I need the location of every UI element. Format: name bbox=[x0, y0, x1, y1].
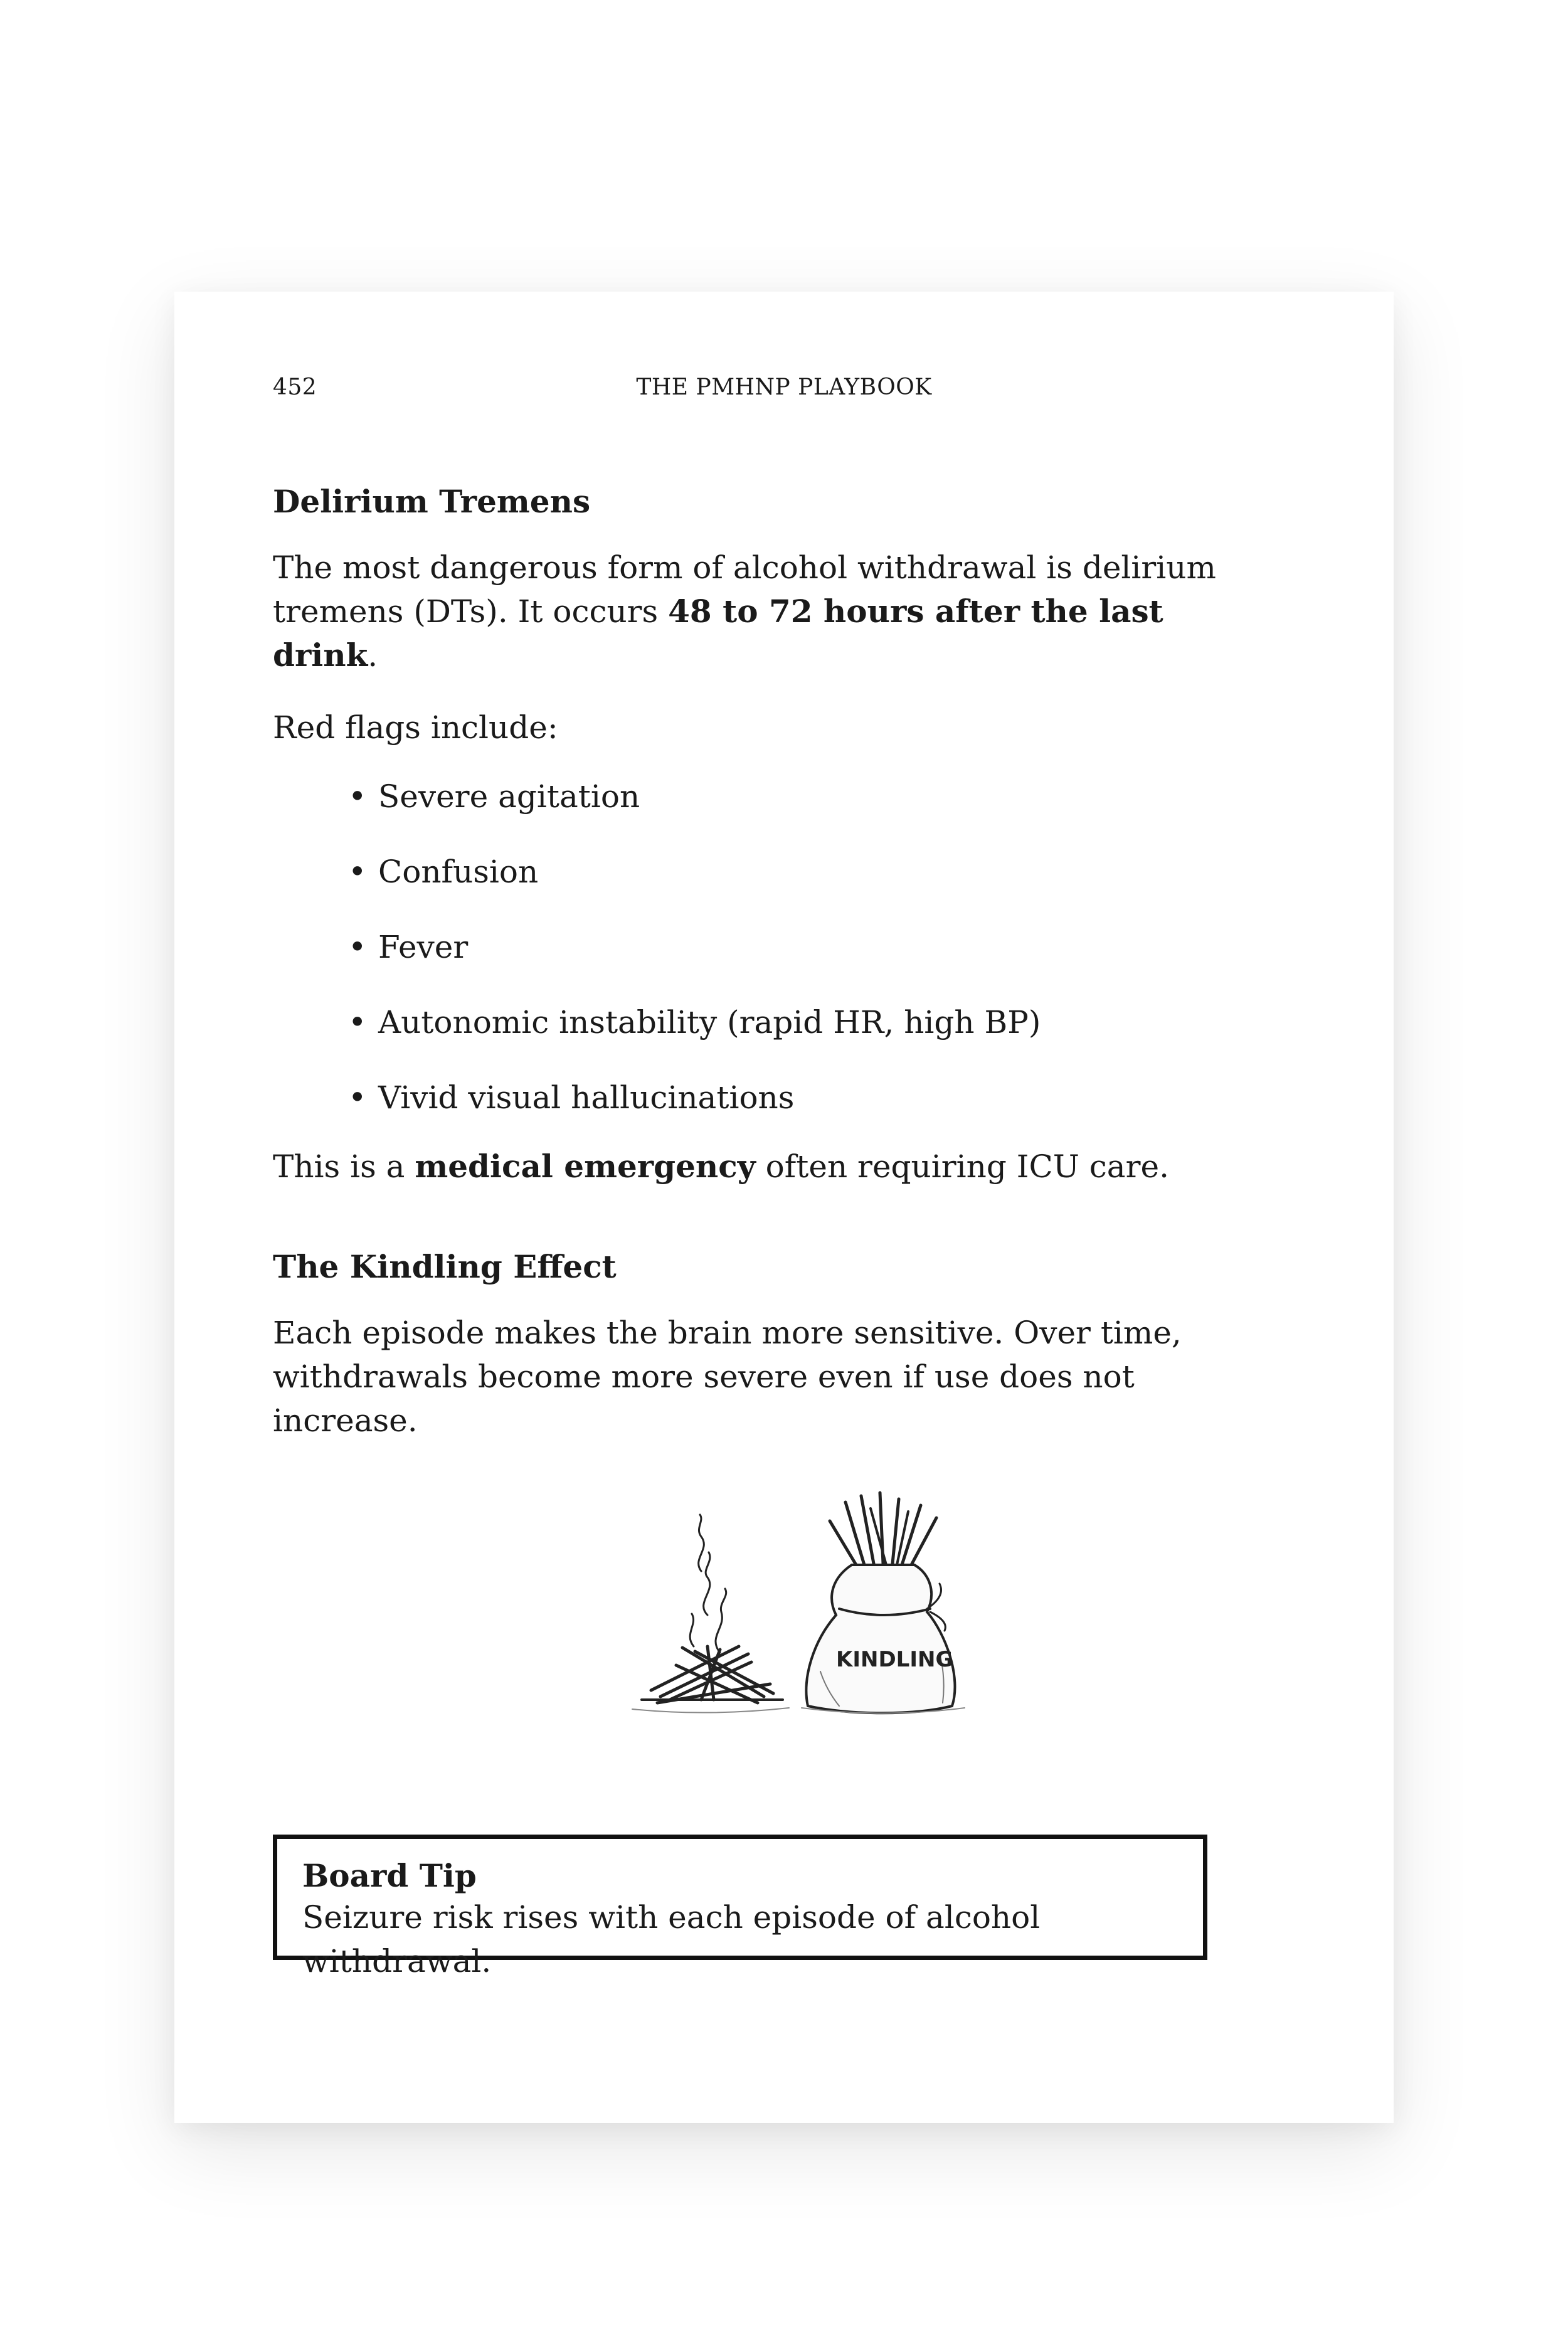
bold-timing-text: 48 to 72 hours after the last drink bbox=[273, 593, 1163, 674]
list-item bbox=[348, 925, 1270, 969]
running-title: THE PMHNP PLAYBOOK bbox=[636, 374, 932, 400]
list-item bbox=[348, 1000, 1270, 1044]
paragraph-red-flags: Red flags include: bbox=[273, 709, 558, 746]
bold-emergency-text: medical emergency bbox=[415, 1148, 756, 1185]
paragraph-text: often requiring ICU care. bbox=[755, 1148, 1169, 1185]
list-item-text: Vivid visual hallucinations bbox=[378, 1079, 795, 1116]
board-tip-text: Seizure risk rises with each episode of alcohol withdrawal. bbox=[302, 1899, 1041, 1979]
list-item-text: Fever bbox=[378, 929, 469, 965]
list-item bbox=[348, 775, 1270, 818]
bag-label: KINDLING bbox=[836, 1647, 953, 1672]
list-item-text: Severe agitation bbox=[378, 778, 640, 815]
section-heading-kindling-effect: The Kindling Effect bbox=[273, 1248, 617, 1285]
red-flags-list bbox=[273, 775, 1270, 1120]
bullet-icon: • bbox=[348, 1079, 367, 1116]
bullet-icon: • bbox=[348, 1004, 367, 1041]
paragraph-medical-emergency bbox=[273, 1145, 1270, 1189]
paragraph-text: . bbox=[368, 637, 378, 674]
bullet-icon: • bbox=[348, 778, 367, 815]
list-item-text: Autonomic instability (rapid HR, high BP) bbox=[378, 1004, 1041, 1041]
board-tip-box bbox=[273, 1835, 1207, 1979]
page-header bbox=[273, 374, 1295, 412]
book-page bbox=[174, 292, 1394, 2123]
page-content bbox=[273, 483, 1270, 1443]
paragraph-kindling: Each episode makes the brain more sensitive. Over time, withdrawals become more severe even if use does not increase. bbox=[273, 1315, 1182, 1439]
list-item bbox=[348, 1076, 1270, 1120]
page-number: 452 bbox=[273, 374, 317, 400]
paragraph-text: This is a bbox=[273, 1148, 415, 1185]
paragraph-text: The most dangerous form of alcohol withdrawal is delirium tremens (DTs). It occurs bbox=[273, 549, 1216, 630]
list-item bbox=[348, 850, 1270, 894]
campfire-icon bbox=[632, 1515, 789, 1713]
bullet-icon: • bbox=[348, 929, 367, 965]
board-tip-title: Board Tip bbox=[302, 1857, 477, 1894]
kindling-illustration-svg bbox=[613, 1490, 1153, 1753]
paragraph-dts-intro bbox=[273, 546, 1270, 677]
list-item-text: Confusion bbox=[378, 854, 539, 890]
bullet-icon: • bbox=[348, 854, 367, 890]
kindling-illustration bbox=[613, 1490, 1153, 1753]
kindling-bag-icon bbox=[802, 1493, 965, 1714]
section-heading-delirium-tremens: Delirium Tremens bbox=[273, 483, 591, 520]
